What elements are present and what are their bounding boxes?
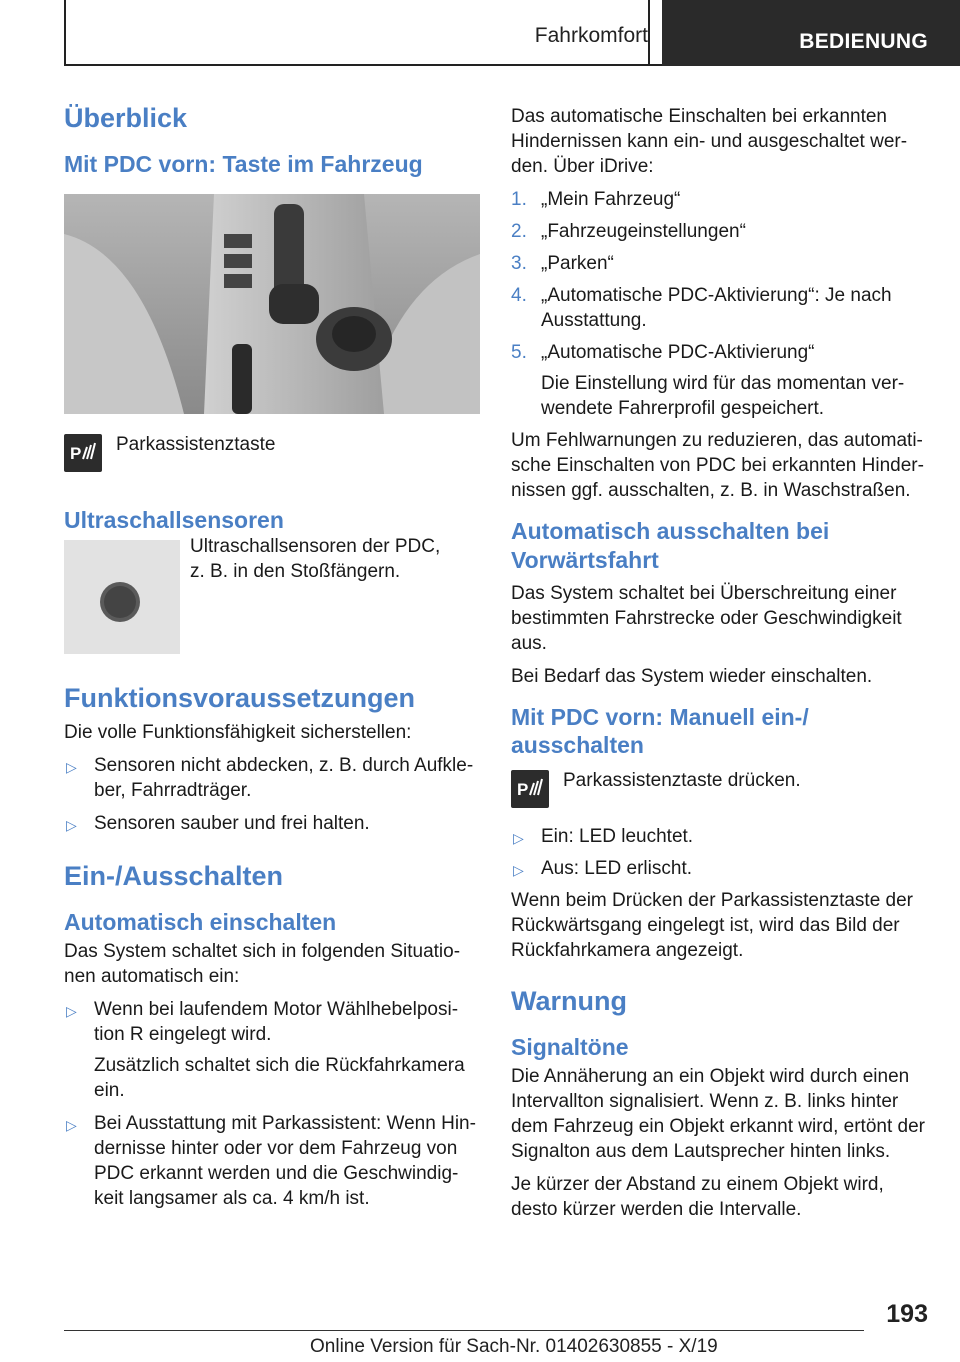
heading-on-off: Ein-/Ausschalten bbox=[64, 861, 284, 891]
page-number: 193 bbox=[886, 1300, 928, 1328]
manual-icon-row bbox=[511, 770, 931, 814]
idrive-steps bbox=[511, 187, 931, 421]
svg-text:P: P bbox=[517, 780, 529, 799]
manual-list bbox=[511, 824, 931, 881]
parking-assist-button-icon bbox=[511, 770, 549, 808]
heading-signal-tones: Signaltöne bbox=[511, 1033, 629, 1060]
requirements-list bbox=[64, 753, 482, 836]
footer-rule bbox=[64, 1330, 864, 1331]
triangle-right-icon: ▷ bbox=[513, 830, 524, 846]
heading-manual: Mit PDC vorn: Manuell ein-/ ausschalten bbox=[511, 703, 809, 759]
step-item: 4. „Automatische PDC-Aktivierung“: Je nach Ausstattung. bbox=[511, 285, 892, 331]
right-intro: Das automatische Einschalten bei erkannten Hindernissen kann ein- und ausgeschaltet wer-den. Über iDrive: bbox=[511, 106, 908, 177]
console-photo bbox=[64, 194, 480, 414]
heading-overview: Überblick bbox=[64, 103, 188, 133]
signal-text-2: Je kürzer der Abstand zu einem Objekt wird, desto kürzer werden die Intervalle. bbox=[511, 1173, 884, 1220]
heading-auto-off: Automatisch ausschalten bei Vorwärtsfahrt bbox=[511, 518, 830, 573]
pdc-icon-row bbox=[64, 434, 482, 478]
sensor-row bbox=[64, 534, 482, 654]
triangle-right-icon: ▷ bbox=[66, 759, 77, 775]
sensors-text-line1: Ultraschallsensoren der PDC, bbox=[190, 536, 441, 558]
list-item: ▷ Sensoren nicht abdecken, z. B. durch Aufkle-ber, Fahrradträger. bbox=[66, 755, 474, 801]
heading-pdc-button: Mit PDC vorn: Taste im Fahrzeug bbox=[64, 150, 423, 177]
manual-caption: Parkassistenztaste drücken. bbox=[563, 770, 801, 791]
heading-warning: Warnung bbox=[511, 986, 627, 1016]
auto-off-text-1: Das System schaltet bei Überschreitung einer bestimmten Fahrstrecke oder Geschwindigkeit aus. bbox=[511, 582, 902, 654]
step-item: 5. „Automatische PDC-Aktivierung“ Die Einstellung wird für das momentan ver-wendete Fahrerprofil gespeichert. bbox=[511, 340, 931, 421]
header-mid-rule bbox=[648, 0, 650, 66]
list-item: ▷ Wenn bei laufendem Motor Wählhebelposi-tion R eingelegt wird. Zusätzlich schaltet sich die Rückfahrkamera ein. bbox=[64, 997, 482, 1103]
triangle-right-icon: ▷ bbox=[513, 862, 524, 878]
false-warnings-text: Um Fehlwarnungen zu reduzieren, das automati-sche Einschalten von PDC bei erkannten Hinder-nissen ggf. ausschalten, z. B. in Waschstraßen. bbox=[511, 430, 924, 501]
header-section-title: Fahrkomfort bbox=[534, 24, 648, 47]
list-item: ▷ Bei Ausstattung mit Parkassistent: Wenn Hin-dernisse hinter oder vor dem Fahrzeug von PDC erkannt werden und die Geschwindig-keit langsamer als ca. 4 km/h ist. bbox=[66, 1112, 476, 1209]
auto-on-item1-note: Zusätzlich schaltet sich die Rückfahrkamera ein. bbox=[94, 1054, 465, 1101]
heading-requirements: Funktionsvoraussetzungen bbox=[64, 683, 416, 714]
left-column bbox=[64, 100, 482, 1211]
list-item: ▷ Sensoren sauber und frei halten. bbox=[64, 811, 482, 836]
list-item: ▷ Aus: LED erlischt. bbox=[511, 856, 931, 881]
triangle-right-icon: ▷ bbox=[66, 1002, 77, 1019]
triangle-right-icon: ▷ bbox=[66, 817, 77, 833]
sensors-text-line2: z. B. in den Stoßfängern. bbox=[190, 561, 401, 583]
step-item: 1. „Mein Fahrzeug“ bbox=[511, 189, 681, 210]
step5-note: Die Einstellung wird für das momentan ver-wendete Fahrerprofil gespeichert. bbox=[541, 373, 905, 419]
parking-assist-button-icon bbox=[64, 434, 102, 472]
footer-online-version: Online Version für Sach-Nr. 01402630855 - X/19 bbox=[310, 1336, 718, 1357]
svg-text:P: P bbox=[70, 443, 82, 463]
right-column bbox=[511, 100, 931, 1222]
header-left-rule bbox=[64, 0, 66, 66]
triangle-right-icon: ▷ bbox=[66, 1116, 77, 1133]
list-item: ▷ Ein: LED leuchtet. bbox=[511, 824, 931, 849]
auto-on-list bbox=[64, 997, 482, 1211]
heading-sensors: Ultraschallsensoren bbox=[64, 506, 284, 533]
auto-off-text-2: Bei Bedarf das System wieder einschalten. bbox=[511, 665, 873, 687]
heading-auto-on: Automatisch einschalten bbox=[64, 908, 337, 935]
icon-caption: Parkassistenztaste bbox=[116, 433, 276, 455]
requirements-intro: Die volle Funktionsfähigkeit sicherstellen: bbox=[64, 722, 412, 743]
center-console-illustration bbox=[64, 194, 480, 414]
signal-text-1: Die Annäherung an ein Objekt wird durch einen Intervallton signalisiert. Wenn z. B. links hinter dem Fahrzeug ein Objekt erkannt wird, ertönt der Signalton aus dem Lautsprecher hinten links. bbox=[511, 1065, 925, 1162]
step-item: 3. „Parken“ bbox=[511, 253, 614, 274]
step-item: 2. „Fahrzeugeinstellungen“ bbox=[511, 221, 746, 242]
sensor-photo bbox=[64, 540, 180, 654]
auto-on-intro: Das System schaltet sich in folgenden Situatio-nen automatisch ein: bbox=[64, 940, 461, 987]
manual-reverse-text: Wenn beim Drücken der Parkassistenztaste der Rückwärtsgang eingelegt ist, wird das Bild der Rückfahrkamera angezeigt. bbox=[511, 890, 913, 961]
header-chapter-tab: BEDIENUNG bbox=[662, 0, 960, 66]
